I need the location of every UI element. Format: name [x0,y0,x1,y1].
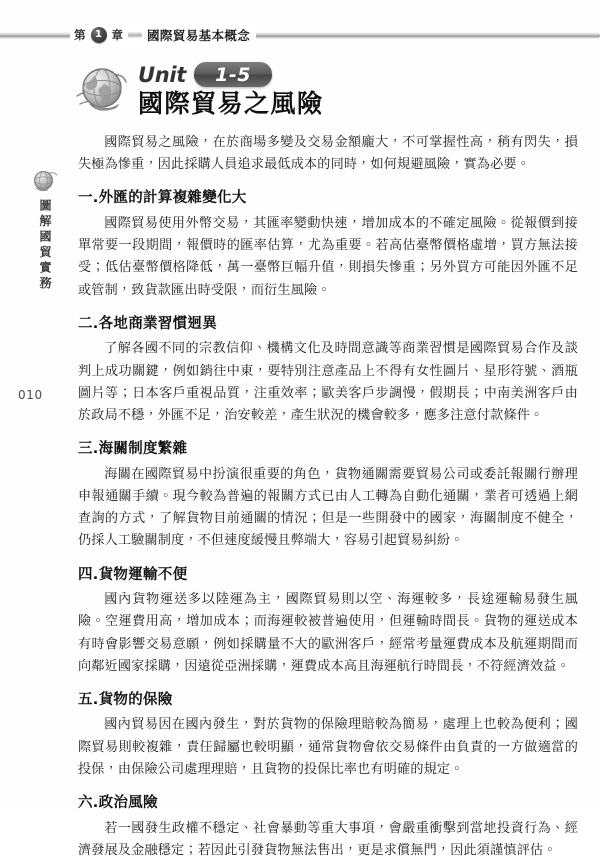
section-2 [78,315,578,427]
side-running-tab [24,168,66,292]
unit-label: Unit [138,62,187,87]
section-heading: 六.政治風險 [78,795,158,812]
section-1 [78,189,578,301]
chapter-prefix-label: 第 [74,28,86,42]
section-paragraph: 了解各國不同的宗教信仰、機構文化及時間意識等商業習慣是國際貿易合作及談判上成功關鍵，例如銷往中東，要特別注意產品上不得有女性圖片、星形符號、酒瓶圖片等；日本客戶重視品質，注重效率；歐美客戶步調慢，假期長；中南美洲客戶由於政局不穩，外匯不足，治安較差，產生狀況的機會較多，應多注意付款條件。 [78,341,578,423]
side-running-title: 圖解國貿實務 [38,199,52,292]
section-5 [78,691,578,781]
section-paragraph: 海關在國際貿易中扮演很重要的角色，貨物通關需要貿易公司或委託報關行辦理申報通關手續。現今較為普遍的報關方式已由人工轉為自動化通關，業者可透過上網查詢的方式，了解貨物目前通關的情況；但是一些開發中的國家，海關制度不健全，仍採人工驗關制度，不但速度緩慢且弊端大，容易引起貿易糾紛。 [78,466,578,549]
globe-icon [32,168,58,194]
section-3 [78,440,578,552]
section-paragraph: 國際貿易使用外幣交易，其匯率變動快速，增加成本的不確定風險。從報價到接單常要一段期間，報價時的匯率估算，尤為重要。若高估臺幣價格虛增，買方無法接受；低估臺幣價格降低，萬一臺幣巨幅升值，則損失慘重；另外買方可能因外匯不足或管制，致貨款匯出時受限，而衍生風險。 [78,215,578,298]
header-content [70,24,256,46]
section-6 [78,794,578,862]
section-paragraph: 國內貨物運送多以陸運為主，國際貿易則以空、海運較多，長途運輸易發生風險。空運費用高，增加成本；而海運較被普遍使用，但運輸時間長。貨物的運送成本有時會影響交易意願，例如採購量不大的歐洲客戶，經常考量運費成本及航運期間而向鄰近國家採購，因遠從亞洲採購，運費成本高且海運航行時間長，不符經濟效益。 [78,592,578,674]
section-heading: 五.貨物的保險 [78,691,173,708]
section-heading: 一.外匯的計算複雜變化大 [78,190,247,207]
section-paragraph: 國內貿易因在國內發生，對於貨物的保險理賠較為簡易，處理上也較為便利；國際貿易則較複雜，責任歸屬也較明顯，通常貨物會依交易條件由負責的一方做適當的投保，由保險公司處理理賠，且貨物的投保比率也有明確的規定。 [78,717,578,777]
chapter-title: 國際貿易基本概念 [147,28,251,43]
section-heading: 二.各地商業習慣迥異 [78,315,218,332]
chapter-suffix-label: 章 [111,28,123,42]
running-header [0,24,600,46]
header-separator [128,32,142,38]
unit-text-group [138,58,324,119]
page-number: 010 [18,388,43,402]
section-paragraph: 若一國發生政權不穩定、社會暴動等重大事項，會嚴重衝擊到當地投資行為、經濟發展及金融穩定；若因此引發貨物無法售出，更是求償無門，因此須謹慎評估。 [78,820,578,858]
chapter-number-badge: 1 [91,27,107,43]
lead-paragraph: 國際貿易之風險，在於商場多變及交易金額龐大，不可掌握性高，稍有閃失，損失極為慘重，因此採購人員追求最低成本的同時，如何規避風險，實為必要。 [78,135,578,173]
globe-icon [74,60,132,118]
section-heading: 四.貨物運輸不便 [78,566,188,583]
page-title: 國際貿易之風險 [138,89,324,118]
unit-heading-block [74,58,324,119]
page-body [78,132,578,862]
unit-number-badge: 1-5 [194,62,272,87]
section-4 [78,566,578,678]
section-heading: 三.海關制度繁雜 [78,441,188,458]
unit-row [138,62,324,87]
